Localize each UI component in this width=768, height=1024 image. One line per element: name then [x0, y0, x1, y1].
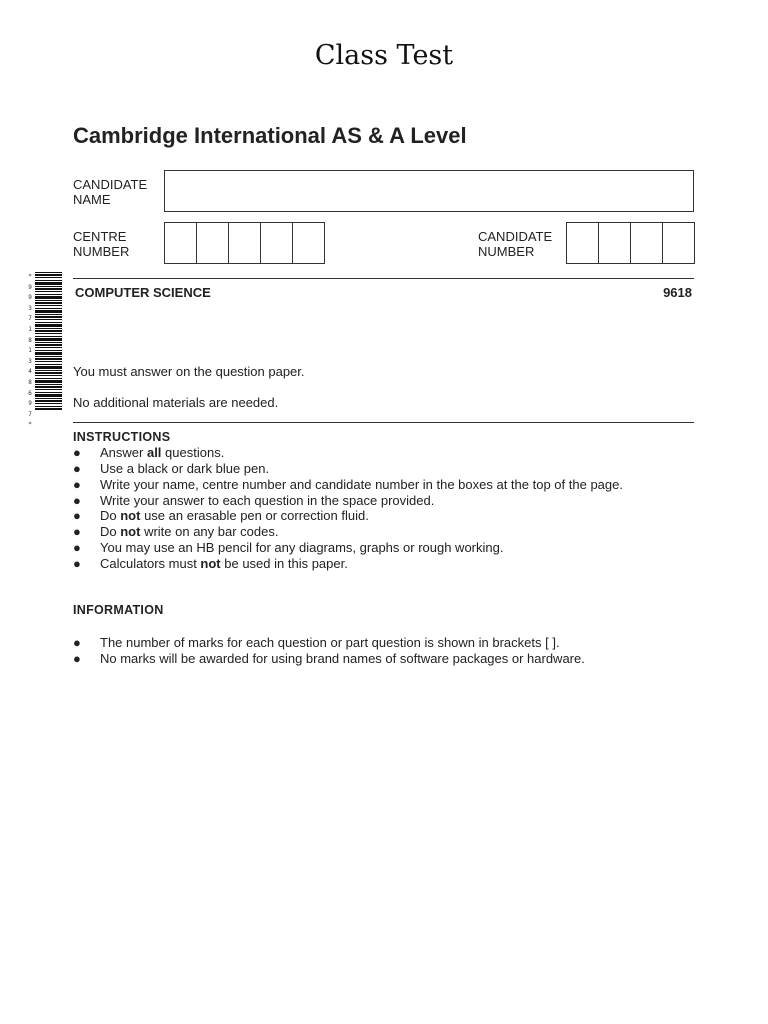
instructions-item-emphasis: all [146, 445, 162, 460]
subject-title: COMPUTER SCIENCE [75, 285, 211, 300]
instructions-item [73, 524, 623, 540]
candidate-number-cell[interactable] [631, 223, 663, 263]
bullet-icon: ● [73, 540, 81, 556]
candidate-number-label: CANDIDATE NUMBER [478, 229, 553, 259]
barcode-digit: 9 [28, 283, 32, 291]
instructions-item-text: Do [100, 524, 121, 540]
barcode-digit: 9 [28, 294, 32, 302]
barcode-digits [26, 272, 34, 429]
centre-number-cell[interactable] [197, 223, 229, 263]
candidate-name-label: CANDIDATE NAME [73, 177, 148, 207]
barcode [26, 272, 62, 429]
information-list [73, 635, 585, 667]
materials-line-2: No additional materials are needed. [73, 395, 279, 410]
barcode-digit: 4 [28, 368, 32, 376]
instructions-item [73, 461, 623, 477]
barcode-digit: 8 [28, 336, 32, 344]
instructions-item [73, 445, 623, 461]
barcode-digit: 3 [28, 304, 32, 312]
divider [73, 422, 694, 423]
candidate-number-cell[interactable] [567, 223, 599, 263]
barcode-digit: 3 [28, 357, 32, 365]
divider [73, 278, 694, 279]
centre-number-cell[interactable] [229, 223, 261, 263]
instructions-item-text: Do [100, 508, 121, 524]
information-item [73, 635, 585, 651]
information-heading: INFORMATION [73, 603, 164, 617]
instructions-item-emphasis: not [200, 555, 221, 571]
exam-board-title: Cambridge International AS & A Level [73, 123, 467, 148]
candidate-number-cell[interactable] [599, 223, 631, 263]
instructions-item [73, 477, 623, 493]
centre-number-cell[interactable] [261, 223, 293, 263]
candidate-number-boxes[interactable] [566, 222, 695, 264]
instructions-item-text: questions. [161, 445, 225, 460]
barcode-digit: 7 [28, 410, 32, 418]
candidate-number-cell[interactable] [663, 223, 694, 263]
centre-number-cell[interactable] [293, 223, 324, 263]
barcode-digit: * [28, 421, 32, 429]
bullet-icon: ● [73, 635, 81, 650]
barcode-bars [35, 272, 62, 410]
bullet-icon: ● [73, 555, 81, 571]
bullet-icon: ● [73, 492, 81, 508]
instructions-item-text: Write your answer to each question in the space provided. [100, 492, 435, 508]
barcode-digit: 1 [28, 325, 32, 333]
barcode-digit: * [28, 273, 32, 280]
barcode-digit: 7 [28, 315, 32, 323]
instructions-item-text: Answer [100, 445, 147, 460]
information-item-text: The number of marks for each question or part question is shown in brackets [ ]. [100, 635, 560, 650]
instructions-item [73, 493, 623, 509]
instructions-item-text: Use a black or dark blue pen. [100, 460, 270, 476]
instructions-item-text: use an erasable pen or correction fluid. [140, 508, 369, 524]
instructions-item-text: You may use an HB pencil for any diagrams, graphs or rough working. [100, 540, 504, 556]
bullet-icon: ● [73, 650, 81, 666]
barcode-digit: 6 [28, 389, 32, 397]
instructions-item-text: Calculators must [100, 555, 201, 571]
page-title: Class Test [314, 40, 454, 71]
instructions-item-text: write on any bar codes. [140, 524, 279, 540]
centre-number-boxes[interactable] [164, 222, 325, 264]
instructions-item-emphasis: not [120, 508, 141, 524]
instructions-item-text: be used in this paper. [220, 555, 348, 571]
centre-number-cell[interactable] [165, 223, 197, 263]
instructions-item-emphasis: not [120, 524, 141, 540]
bullet-icon: ● [73, 524, 81, 540]
bullet-icon: ● [73, 445, 81, 460]
bullet-icon: ● [73, 508, 81, 524]
instructions-list [73, 445, 623, 572]
candidate-name-field[interactable] [164, 170, 694, 212]
instructions-item-text: Write your name, centre number and candidate number in the boxes at the top of the page. [100, 476, 623, 492]
bullet-icon: ● [73, 460, 81, 476]
barcode-digit: 9 [28, 400, 32, 408]
materials-line-1: You must answer on the question paper. [73, 364, 305, 379]
instructions-item [73, 508, 623, 524]
subject-code: 9618 [663, 285, 692, 300]
barcode-digit: 8 [28, 378, 32, 386]
instructions-item [73, 540, 623, 556]
information-item-text: No marks will be awarded for using brand names of software packages or hardware. [100, 650, 585, 666]
bullet-icon: ● [73, 476, 81, 492]
barcode-digit: 1 [28, 347, 32, 355]
centre-number-label: CENTRE NUMBER [73, 229, 130, 259]
information-item [73, 651, 585, 667]
instructions-item [73, 556, 623, 572]
instructions-heading: INSTRUCTIONS [73, 430, 171, 444]
